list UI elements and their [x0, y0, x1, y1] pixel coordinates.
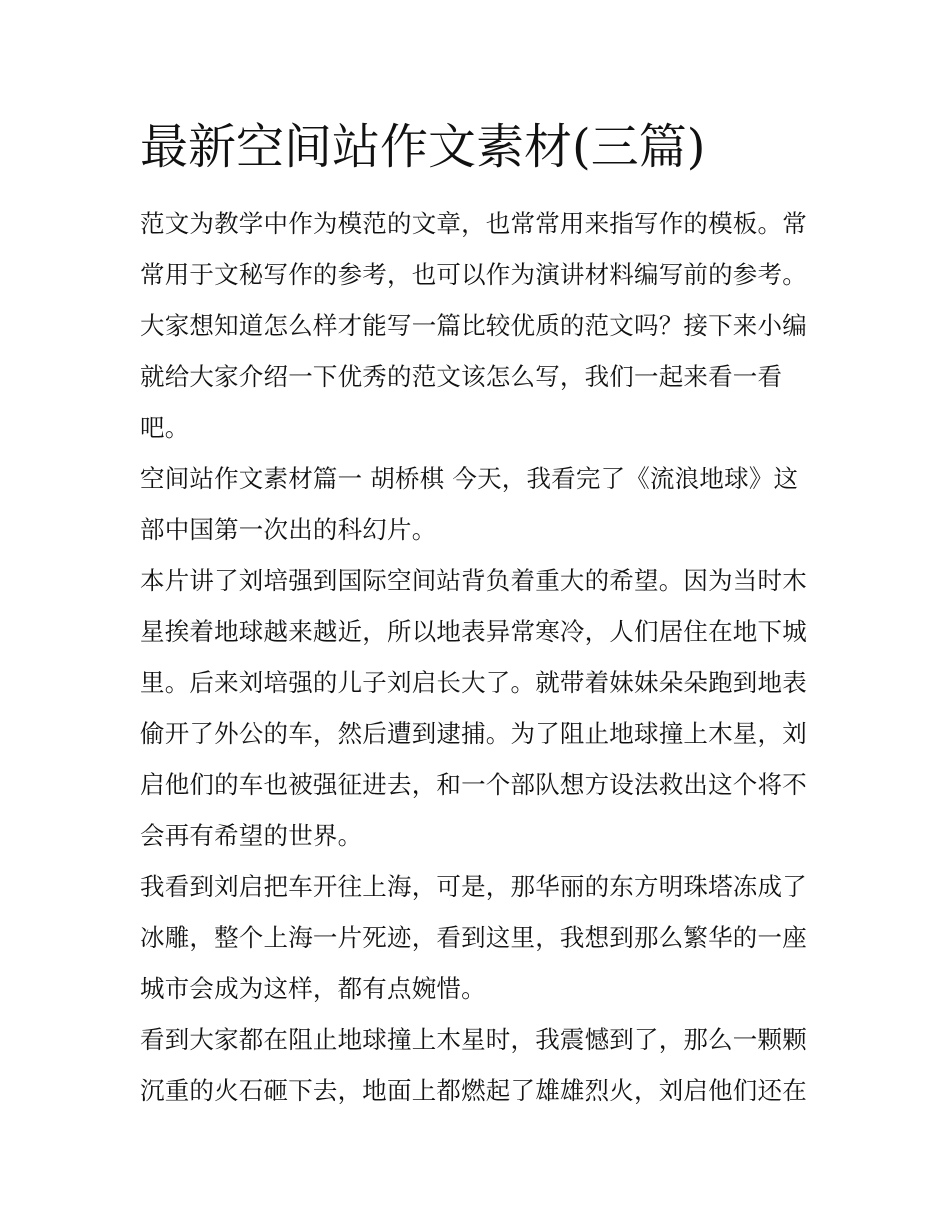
text-line: 启他们的车也被强征进去，和一个部队想方设法救出这个将不	[140, 770, 807, 799]
text-line: 范文为教学中作为模范的文章，也常常用来指写作的模板。常	[140, 209, 807, 238]
text-line: 会再有希望的世界。	[140, 821, 363, 850]
paragraph-intro	[140, 198, 812, 453]
document-title: 最新空间站作文素材(三篇)	[140, 119, 706, 175]
text-line: 就给大家介绍一下优秀的范文该怎么写，我们一起来看一看	[140, 362, 783, 391]
paragraph-essay-heading	[140, 453, 812, 555]
text-line: 看到大家都在阻止地球撞上木星时，我震憾到了，那么一颗颗	[140, 1025, 807, 1054]
text-line: 空间站作文素材篇一 胡桥棋 今天，我看完了《流浪地球》这	[140, 464, 799, 493]
paragraph-plot	[140, 555, 812, 861]
document-body	[140, 198, 812, 1116]
paragraph-jupiter	[140, 1014, 812, 1116]
text-line: 大家想知道怎么样才能写一篇比较优质的范文吗？接下来小编	[140, 311, 807, 340]
text-line: 沉重的火石砸下去，地面上都燃起了雄雄烈火，刘启他们还在	[140, 1076, 807, 1105]
text-line: 本片讲了刘培强到国际空间站背负着重大的希望。因为当时木	[140, 566, 807, 595]
text-line: 星挨着地球越来越近，所以地表异常寒冷，人们居住在地下城	[140, 617, 807, 646]
paragraph-shanghai	[140, 861, 812, 1014]
text-line: 城市会成为这样，都有点婉惜。	[140, 974, 486, 1003]
text-line: 偷开了外公的车，然后遭到逮捕。为了阻止地球撞上木星，刘	[140, 719, 807, 748]
text-line: 部中国第一次出的科幻片。	[140, 515, 437, 544]
text-line: 冰雕，整个上海一片死迹，看到这里，我想到那么繁华的一座	[140, 923, 807, 952]
text-line: 我看到刘启把车开往上海，可是，那华丽的东方明珠塔冻成了	[140, 872, 807, 901]
text-line: 吧。	[140, 413, 190, 442]
text-line: 常用于文秘写作的参考，也可以作为演讲材料编写前的参考。	[140, 260, 807, 289]
text-line: 里。后来刘培强的儿子刘启长大了。就带着妹妹朵朵跑到地表	[140, 668, 807, 697]
